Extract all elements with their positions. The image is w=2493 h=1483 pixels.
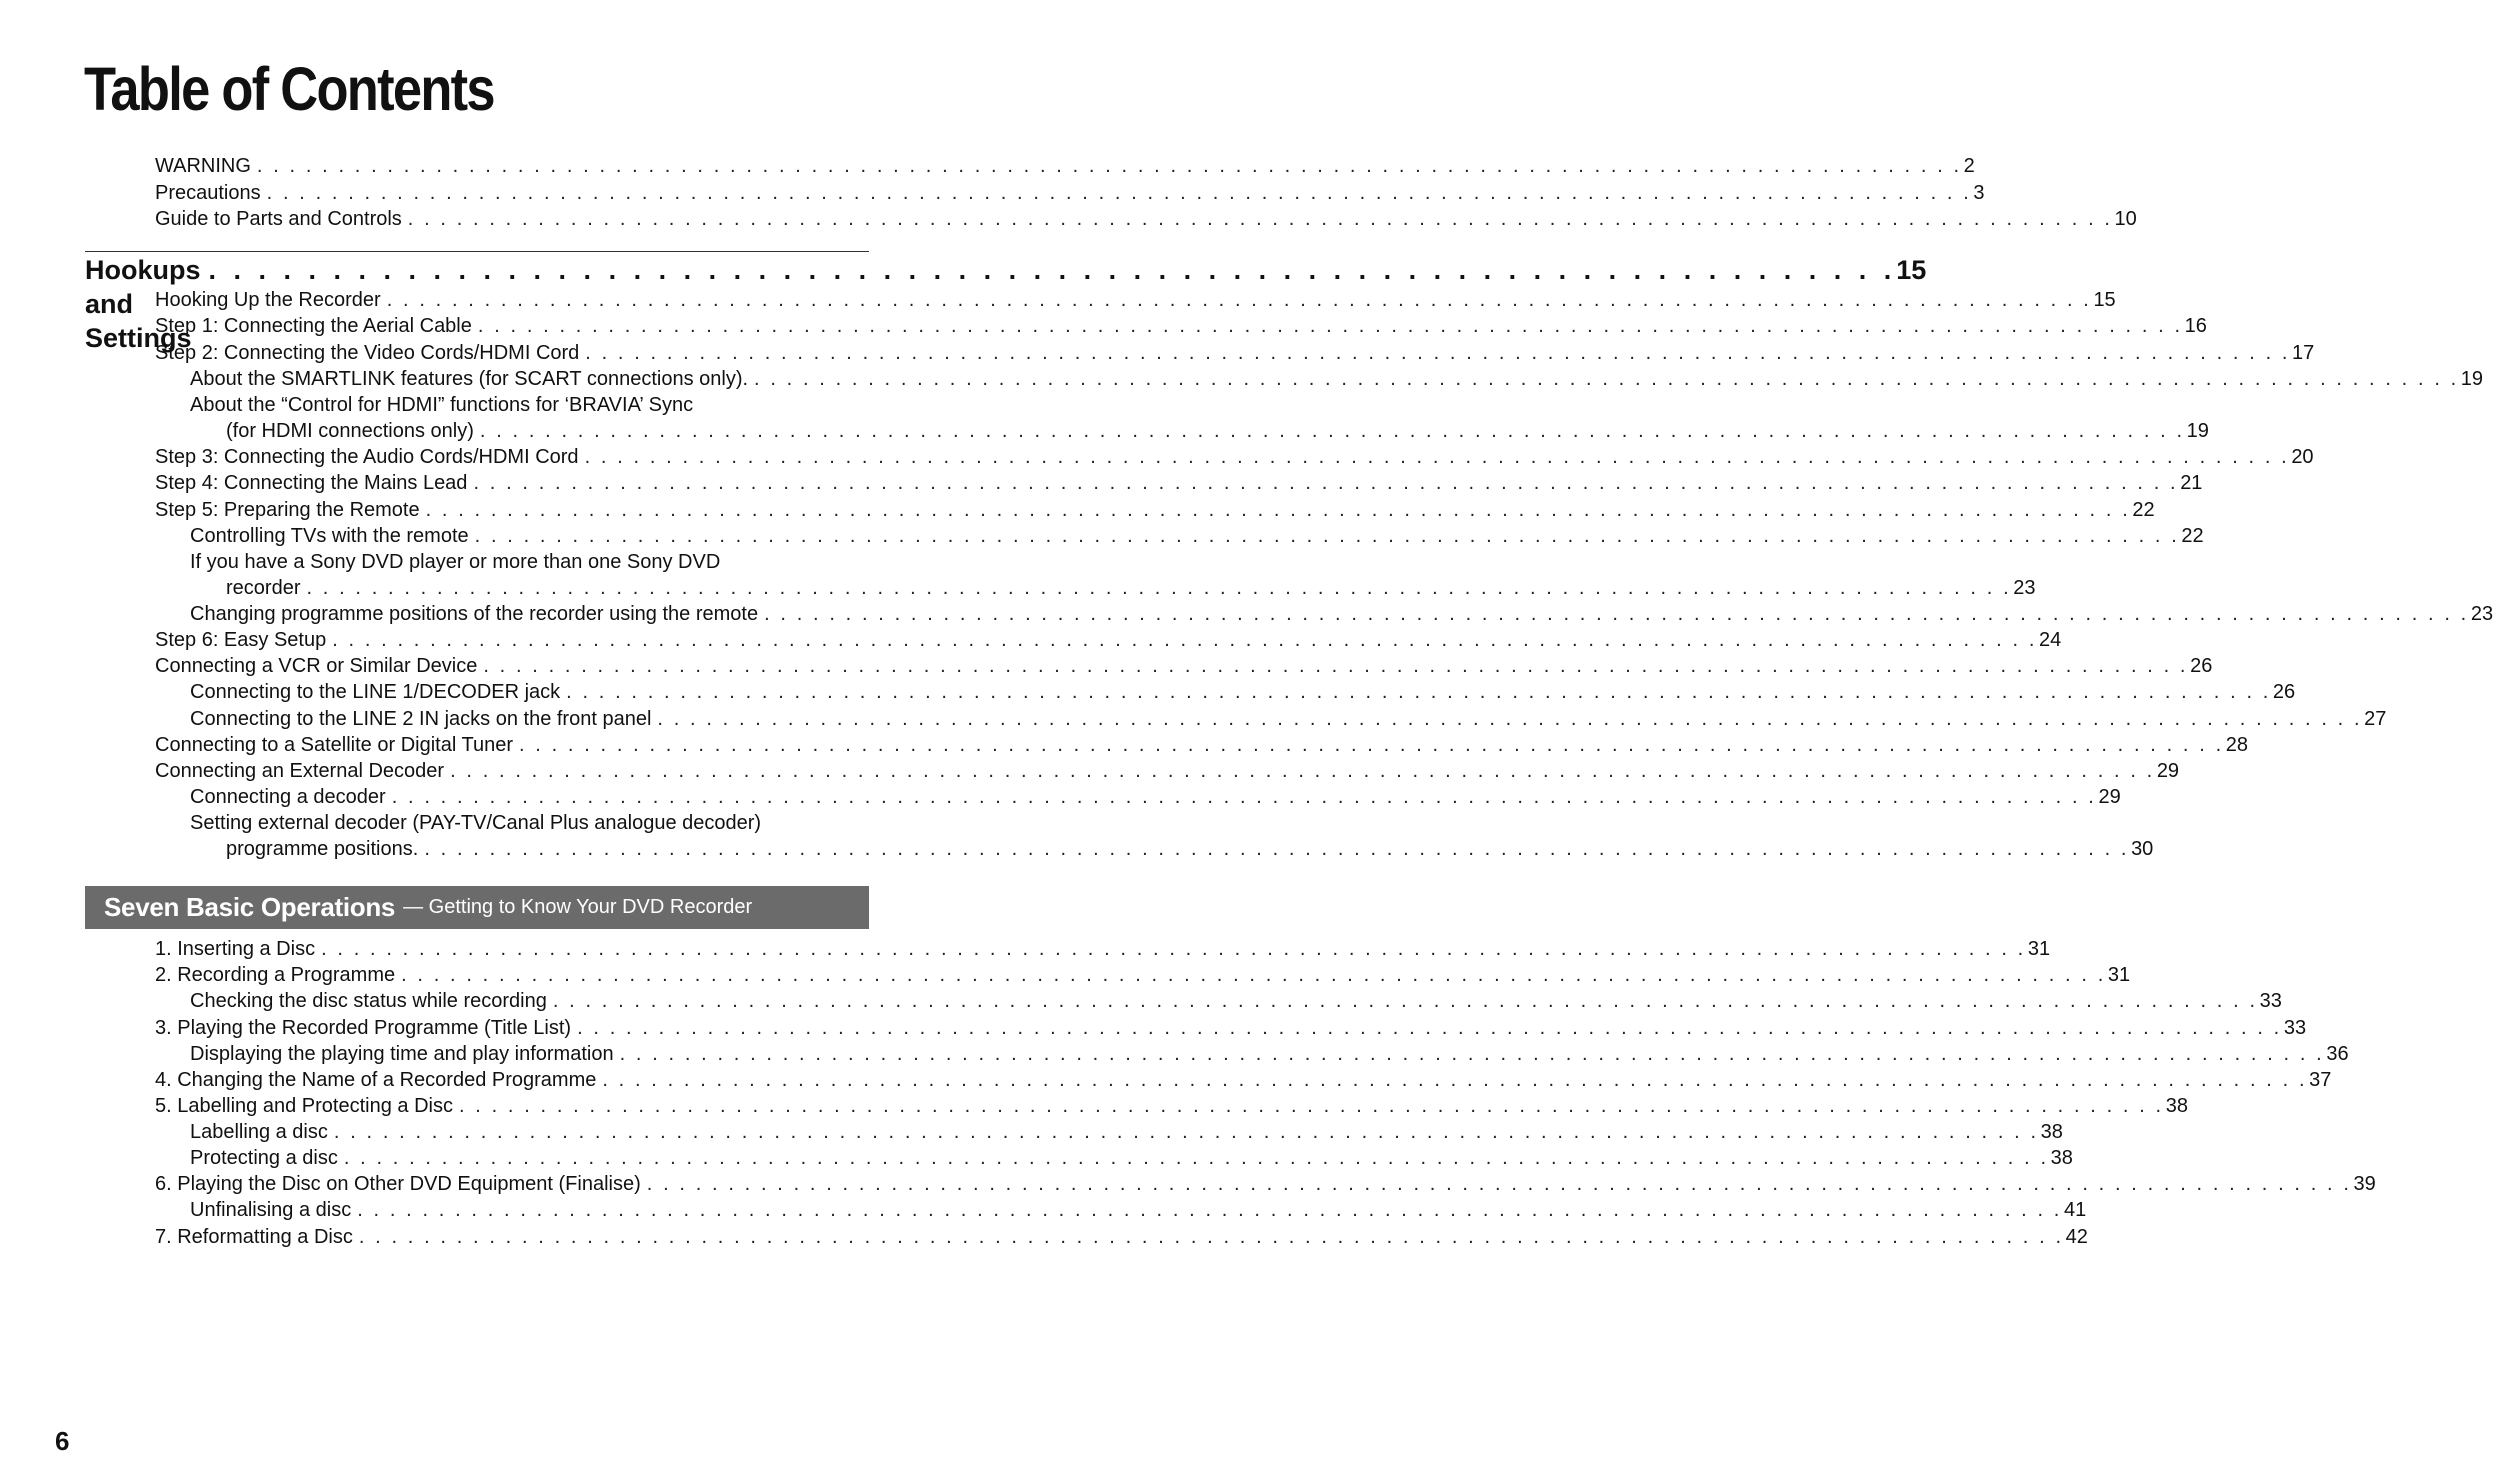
toc-entry-page: 38 xyxy=(2040,1121,2063,1143)
dot-leader xyxy=(257,153,1962,179)
toc-entry[interactable] xyxy=(155,444,2314,470)
toc-subentry[interactable] xyxy=(190,1041,2349,1067)
section-title: Hookups and Settings xyxy=(85,255,201,353)
toc-entry-page: 21 xyxy=(2180,472,2203,494)
dot-leader xyxy=(585,444,2290,470)
dot-leader xyxy=(387,287,2092,313)
dot-leader xyxy=(764,601,2469,627)
toc-entry-page: 3 xyxy=(1973,182,1985,204)
dot-leader xyxy=(620,1041,2325,1067)
toc-entry-page: 26 xyxy=(2272,681,2296,703)
toc-entry-label: Controlling TVs with the remote xyxy=(190,525,469,547)
toc-entry-page: 42 xyxy=(2065,1226,2088,1248)
dot-leader xyxy=(334,1119,2039,1145)
dot-leader xyxy=(306,575,2011,601)
toc-entry-warning[interactable] xyxy=(155,153,1975,179)
toc-entry[interactable] xyxy=(155,627,2062,653)
toc-subentry[interactable] xyxy=(190,1145,2073,1171)
dot-leader xyxy=(647,1171,2352,1197)
toc-entry-page: 24 xyxy=(2038,629,2062,651)
toc-subentry-line[interactable]: About the “Control for HDMI” functions for ‘BRAVIA’ Sync xyxy=(190,394,694,416)
toc-entry-label: Checking the disc status while recording xyxy=(190,990,547,1012)
toc-entry-page: 36 xyxy=(2326,1043,2349,1065)
section-subtitle: — Getting to Know Your DVD Recorder xyxy=(403,896,753,918)
toc-entry-page: 28 xyxy=(2225,734,2248,756)
dot-leader xyxy=(585,340,2290,366)
section-page: 15 xyxy=(1896,255,1927,285)
toc-entry[interactable] xyxy=(155,1171,2376,1197)
dot-leader xyxy=(480,418,2185,444)
toc-entry[interactable] xyxy=(155,962,2131,988)
toc-entry-label: Protecting a disc xyxy=(190,1147,338,1169)
dot-leader xyxy=(475,523,2180,549)
toc-entry[interactable] xyxy=(155,758,2180,784)
dot-leader xyxy=(473,470,2178,496)
toc-entry-label: Connecting to the LINE 2 IN jacks on the front panel xyxy=(190,708,652,730)
dot-leader xyxy=(321,936,2026,962)
toc-entry-page: 37 xyxy=(2309,1069,2332,1091)
toc-entry-precautions[interactable] xyxy=(155,180,1985,206)
dot-leader xyxy=(332,627,2037,653)
toc-entry-label: Step 6: Easy Setup xyxy=(155,629,327,651)
dot-leader xyxy=(408,206,2113,232)
toc-entry-label: 7. Reformatting a Disc xyxy=(155,1226,353,1248)
toc-entry[interactable] xyxy=(155,1015,2307,1041)
dot-leader xyxy=(478,313,2183,339)
toc-entry-page: 16 xyxy=(2184,315,2207,337)
toc-entry-page: 41 xyxy=(2063,1199,2087,1221)
toc-entry-page: 17 xyxy=(2292,342,2315,364)
dot-leader xyxy=(566,679,2271,705)
toc-entry-page: 20 xyxy=(2291,446,2314,468)
dot-leader xyxy=(359,1224,2064,1250)
toc-entry-label: 4. Changing the Name of a Recorded Programme xyxy=(155,1069,597,1091)
toc-entry-label: Guide to Parts and Controls xyxy=(155,208,402,230)
dot-leader xyxy=(483,653,2188,679)
toc-entry-label: Connecting an External Decoder xyxy=(155,760,445,782)
toc-entry-page: 23 xyxy=(2013,577,2036,599)
dot-leader xyxy=(459,1093,2164,1119)
toc-entry-page: 39 xyxy=(2353,1173,2376,1195)
page-title: Table of Contents xyxy=(84,55,494,123)
toc-entry-page: 19 xyxy=(2460,368,2484,390)
toc-entry-label: Labelling a disc xyxy=(190,1121,328,1143)
toc-entry-page: 31 xyxy=(2107,964,2131,986)
toc-entry-label: 5. Labelling and Protecting a Disc xyxy=(155,1095,453,1117)
dot-leader xyxy=(754,366,2459,392)
toc-entry-page: 29 xyxy=(2156,760,2180,782)
section-title: Seven Basic Operations xyxy=(104,892,396,922)
dot-leader xyxy=(401,962,2106,988)
toc-subentry[interactable] xyxy=(190,523,2204,549)
toc-entry-page: 23 xyxy=(2470,603,2493,625)
toc-entry-label: programme positions. xyxy=(226,838,419,860)
toc-entry-label: Connecting to the LINE 1/DECODER jack xyxy=(190,681,561,703)
toc-entry-page: 29 xyxy=(2098,786,2121,808)
dot-leader xyxy=(519,732,2224,758)
toc-entry[interactable] xyxy=(155,1067,2332,1093)
toc-entry-label: Displaying the playing time and play information xyxy=(190,1043,614,1065)
toc-subentry[interactable] xyxy=(190,1119,2063,1145)
toc-subentry-line[interactable]: If you have a Sony DVD player or more than one Sony DVD xyxy=(190,551,721,573)
toc-entry-page: 33 xyxy=(2283,1017,2307,1039)
toc-entry-label: Unfinalising a disc xyxy=(190,1199,352,1221)
toc-subentry[interactable] xyxy=(190,784,2121,810)
toc-entry-guide-to-parts[interactable] xyxy=(155,206,2137,232)
toc-subentry[interactable] xyxy=(190,988,2282,1014)
toc-subentry-continuation[interactable] xyxy=(226,836,2154,862)
section-divider xyxy=(85,251,869,252)
toc-entry-page: 26 xyxy=(2190,655,2213,677)
toc-entry-label: Step 2: Connecting the Video Cords/HDMI Cord xyxy=(155,342,580,364)
toc-entry-page: 38 xyxy=(2050,1147,2073,1169)
toc-entry-label: recorder xyxy=(226,577,301,599)
toc-entry-page: 22 xyxy=(2181,525,2204,547)
toc-subentry[interactable] xyxy=(190,601,2493,627)
toc-entry[interactable] xyxy=(155,313,2207,339)
toc-entry-page: 10 xyxy=(2114,208,2137,230)
dot-leader xyxy=(577,1015,2282,1041)
toc-entry[interactable] xyxy=(155,1224,2088,1250)
toc-entry-label: Connecting a decoder xyxy=(190,786,386,808)
toc-entry-page: 30 xyxy=(2131,838,2154,860)
toc-entry-page: 33 xyxy=(2259,990,2282,1012)
toc-entry[interactable] xyxy=(155,340,2315,366)
toc-subentry-line[interactable]: Setting external decoder (PAY-TV/Canal Plus analogue decoder) xyxy=(190,812,762,834)
toc-entry-label: Step 1: Connecting the Aerial Cable xyxy=(155,315,472,337)
toc-entry[interactable] xyxy=(155,287,2116,313)
dot-leader xyxy=(424,836,2129,862)
toc-entry-page: 2 xyxy=(1963,155,1975,177)
toc-entry-label: 6. Playing the Disc on Other DVD Equipment (Finalise) xyxy=(155,1173,641,1195)
toc-entry[interactable] xyxy=(155,936,2051,962)
toc-subentry-continuation[interactable] xyxy=(226,575,2036,601)
toc-entry-label: Changing programme positions of the recorder using the remote xyxy=(190,603,759,625)
page-number: 6 xyxy=(55,1426,70,1456)
dot-leader xyxy=(450,758,2155,784)
toc-entry-label: Precautions xyxy=(155,182,261,204)
dot-leader xyxy=(344,1145,2049,1171)
toc-subentry[interactable] xyxy=(190,706,2387,732)
dot-leader xyxy=(201,253,1897,287)
toc-entry-page: 19 xyxy=(2186,420,2209,442)
toc-entry-label: 2. Recording a Programme xyxy=(155,964,396,986)
dot-leader xyxy=(357,1197,2062,1223)
toc-entry-label: 3. Playing the Recorded Programme (Title List) xyxy=(155,1017,572,1039)
toc-entry[interactable] xyxy=(155,1093,2188,1119)
dot-leader xyxy=(657,706,2362,732)
toc-entry-page: 27 xyxy=(2364,708,2387,730)
toc-entry-label: Connecting to a Satellite or Digital Tuner xyxy=(155,734,513,756)
dot-leader xyxy=(392,784,2097,810)
toc-entry[interactable] xyxy=(155,497,2155,523)
toc-subentry[interactable] xyxy=(190,679,2296,705)
toc-entry-label: WARNING xyxy=(155,155,251,177)
toc-entry-label: Step 3: Connecting the Audio Cords/HDMI Cord xyxy=(155,446,579,468)
toc-entry[interactable] xyxy=(155,732,2248,758)
dot-leader xyxy=(602,1067,2307,1093)
section-heading-basic-operations[interactable] xyxy=(85,886,869,929)
toc-entry-label: Step 4: Connecting the Mains Lead xyxy=(155,472,468,494)
toc-entry-page: 22 xyxy=(2132,499,2155,521)
toc-entry-label: 1. Inserting a Disc xyxy=(155,938,316,960)
toc-entry[interactable] xyxy=(155,653,2213,679)
toc-entry-page: 15 xyxy=(2093,289,2116,311)
toc-entry-page: 31 xyxy=(2027,938,2051,960)
toc-subentry[interactable] xyxy=(190,1197,2087,1223)
toc-entry-label: Connecting a VCR or Similar Device xyxy=(155,655,478,677)
toc-entry-label: Hooking Up the Recorder xyxy=(155,289,381,311)
dot-leader xyxy=(267,180,1972,206)
toc-entry-label: About the SMARTLINK features (for SCART connections only). xyxy=(190,368,749,390)
toc-entry-label: (for HDMI connections only) xyxy=(226,420,474,442)
toc-entry-page: 38 xyxy=(2165,1095,2188,1117)
toc-entry[interactable] xyxy=(155,470,2203,496)
dot-leader xyxy=(553,988,2258,1014)
toc-entry-label: Step 5: Preparing the Remote xyxy=(155,499,420,521)
toc-subentry[interactable] xyxy=(190,366,2484,392)
dot-leader xyxy=(426,497,2131,523)
toc-subentry-continuation[interactable] xyxy=(226,418,2209,444)
